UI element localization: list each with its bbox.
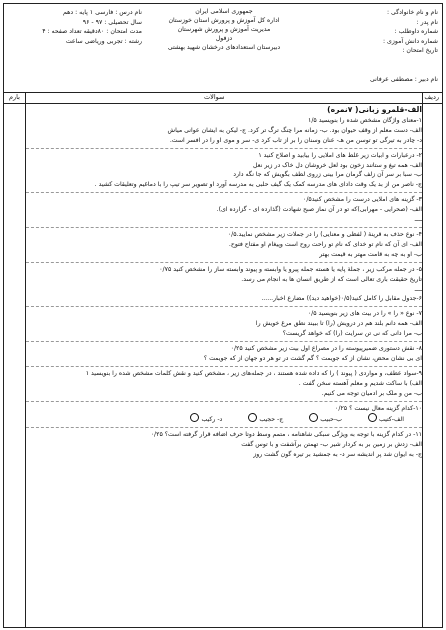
score-column-header: بارم	[9, 93, 20, 101]
question-separator	[26, 227, 422, 228]
course-info-line: رشته : تجربی وریاضی ساعت	[65, 37, 142, 45]
exam-sheet	[3, 3, 443, 628]
student-info	[310, 8, 438, 56]
question-separator	[26, 192, 422, 193]
question-line: الف) با ساکت شدیم و معلم آهسته سخن گفت .	[298, 379, 422, 387]
school-info-line: دزفول	[215, 35, 233, 42]
option-label: ج- حجیب	[259, 416, 284, 424]
school-info	[144, 7, 304, 52]
answer-option[interactable]	[307, 416, 342, 423]
option-label: الف-کتیب	[379, 416, 404, 424]
radio-circle-icon[interactable]	[309, 413, 318, 422]
question-line: ۷- نوع « را » را در بیت های زیر بنویسید ۰/۵	[307, 310, 422, 318]
question-separator	[26, 306, 422, 307]
question-line: ج- ناصر من از بد یک وقت دادای های مدرسه کمک یک گیف حلبی به مدرسه آورد او تصویر سر تیپ را با دماغیم وتعلیقات کشید .	[94, 181, 422, 189]
section-title: الف-قلمرو زبانی( ۷نمره)	[327, 105, 422, 114]
option-label: د- رکیب	[201, 416, 223, 424]
school-info-line: مدیریت آموزش و پرورش شهرستان	[177, 26, 271, 33]
student-info-line: شماره دانش آموزی :	[382, 37, 438, 45]
questions-column-header: سوالات	[204, 93, 225, 101]
answer-option[interactable]	[188, 416, 222, 423]
student-info-line: تاریخ امتحان :	[402, 47, 438, 54]
question-line: ــــ	[414, 285, 422, 293]
column-headers	[4, 92, 442, 104]
question-separator	[26, 366, 422, 367]
question-line: ۱-معنای واژگان مشخص شده را بنویسید ۱/۵	[308, 116, 422, 124]
course-info-line: نام درس : فارسی ۱ پایه : دهم	[63, 9, 142, 16]
school-info-line: جمهوری اسلامی ایران	[195, 8, 253, 15]
row-divider	[422, 92, 423, 627]
question-line: الف- زدش بر زمین بر به کردار شیر ب- تهمتن برآشفت و با توس گفت	[241, 441, 422, 449]
option-label: ب-حبیب	[320, 416, 342, 424]
question-line: ۴- نوع حذف به قرینهٔ ( لفظی و معنایی) را در جملات زیر مشخص نمایید.۰/۵	[227, 230, 422, 238]
question-line: الف- همه تیغ و ستانند زخون بود لعل خروشان دل خاک در زیر نعل	[253, 161, 422, 169]
question-line: ۳- گزینه های املایی درست را مشخص کنید۰/۵	[303, 196, 422, 204]
question-line: د- چادر به تیرگی تو توسن من هـ- عنان وسنان را بر از تاب کرد ی- سر و موی او را در افسر است.	[169, 136, 422, 144]
answer-options	[26, 413, 422, 425]
row-column-header: ردیف	[424, 93, 439, 101]
question-separator	[26, 401, 422, 402]
question-line: الف- دست معلم از وقف حیوان بود. ب- زمانه مرا چنگ ترگ تر کرد. ج- لیکن به ایشان عوانی میاش	[167, 126, 422, 134]
question-line: ۹-سواد عطف، و مواردی ( پیوند ) را که داده شده هستند ، در جمله‌های زیر ، مشخص کنید و نقش کلمات مشخص شده را بنویسید ۱	[85, 369, 422, 377]
question-line: الف- ای آن که نام تو خدای که نام تو راحت روح است وپیغام او مفتاح فتوح.	[228, 240, 422, 248]
questions-body	[26, 104, 422, 627]
question-line: ب- او به چه به قامت مهتر به قیمت بهتر	[319, 250, 422, 258]
question-separator	[26, 148, 422, 149]
question-line: ب- مرا دانی که نی تن سرایت (را) که خواهد گریست؟	[282, 330, 422, 338]
exam-header	[4, 4, 442, 93]
question-line: ــــ	[414, 216, 422, 224]
student-info-line: نام پدر :	[416, 18, 438, 26]
question-line: ۸- نقش دستوری ضمیرپیوسته را در مصراع اول بیت زیر مشخص کنید ۰/۲۵	[230, 345, 422, 353]
question-separator	[26, 341, 422, 342]
question-line: ۶-جدول مقابل را کامل کنید(۰/۵(خواهید دید)) مضارع اخبار......	[261, 295, 422, 303]
school-info-line: دبیرستان استعدادهای درخشان شهید بهشتی	[167, 44, 281, 51]
question-line: ای بی نشان محض، نشان از که جویمت ؟ گم گشت در تو هر دو جهان از که جویمت ؟	[203, 354, 422, 362]
question-line: ۲- درعبارات و ابیات زیر غلط های املایی را بیابید و اصلاح کنید ۱	[258, 151, 422, 159]
question-separator	[26, 262, 422, 263]
question-line: ۱۱- در کدام گزینه با توجه به ویژگی سبکی شاهنامه ، متمم وسط دوتا حرف اضافه قرار گرفته است؟ ۰/۲۵	[150, 431, 422, 439]
answer-option[interactable]	[246, 416, 283, 423]
radio-circle-icon[interactable]	[190, 413, 199, 422]
radio-circle-icon[interactable]	[248, 413, 257, 422]
question-separator	[26, 427, 422, 428]
question-line: ب- سبا بر سر آن زلف گرمان مرا بینی زروی لطف بگویش که جا نگه دارد	[233, 171, 422, 179]
question-line: ۵- در جمله مرکب زیر ، جملهٔ پایه یا هسته جمله پیرو یا وابسته و پیوند وابسته ساز را مشخص کنید ۰/۷۵	[159, 265, 422, 273]
radio-circle-icon[interactable]	[368, 413, 377, 422]
teacher-name: نام دبیر : مصطفی عرفانی	[369, 76, 438, 83]
course-info-line: سال تحصیلی : ۹۷ - ۹۶	[82, 18, 142, 26]
student-info-line: نام و نام خانوادگی :	[386, 9, 438, 16]
question-line: ۱۰-کدام گزینه معال نیست ؟ ۰/۲۵	[335, 404, 422, 412]
question-line: الف- (صحرایی - مهرابی)که تو در آن نماز صبح شهادت (گذارده ای - گزارده ای).	[216, 206, 422, 214]
question-line: الف- همه دانم بلند هم در درویش (را) تا ببیند نطق مرغ خویش را	[255, 320, 422, 328]
question-line: ب- من و ملک بر ادمیان توجه می کنیم.	[321, 389, 422, 397]
student-info-line: شماره داوطلب :	[394, 28, 438, 35]
question-line: ج- به ایوان شد پر اندیشه سر د- به جمشید بر تیره گون گشت روز	[253, 451, 422, 459]
course-info	[7, 8, 142, 46]
school-info-line: اداره کل آموزش و پرورش استان خوزستان	[168, 17, 280, 24]
question-line: تاریخ حقیقت باری تعالی است که از طریق انسان ها به انجام می رسد.	[241, 275, 422, 283]
answer-option[interactable]	[366, 416, 404, 423]
course-info-line: مدت امتحان : ۸۰دقیقه تعداد صفحه : ۴	[42, 28, 142, 35]
